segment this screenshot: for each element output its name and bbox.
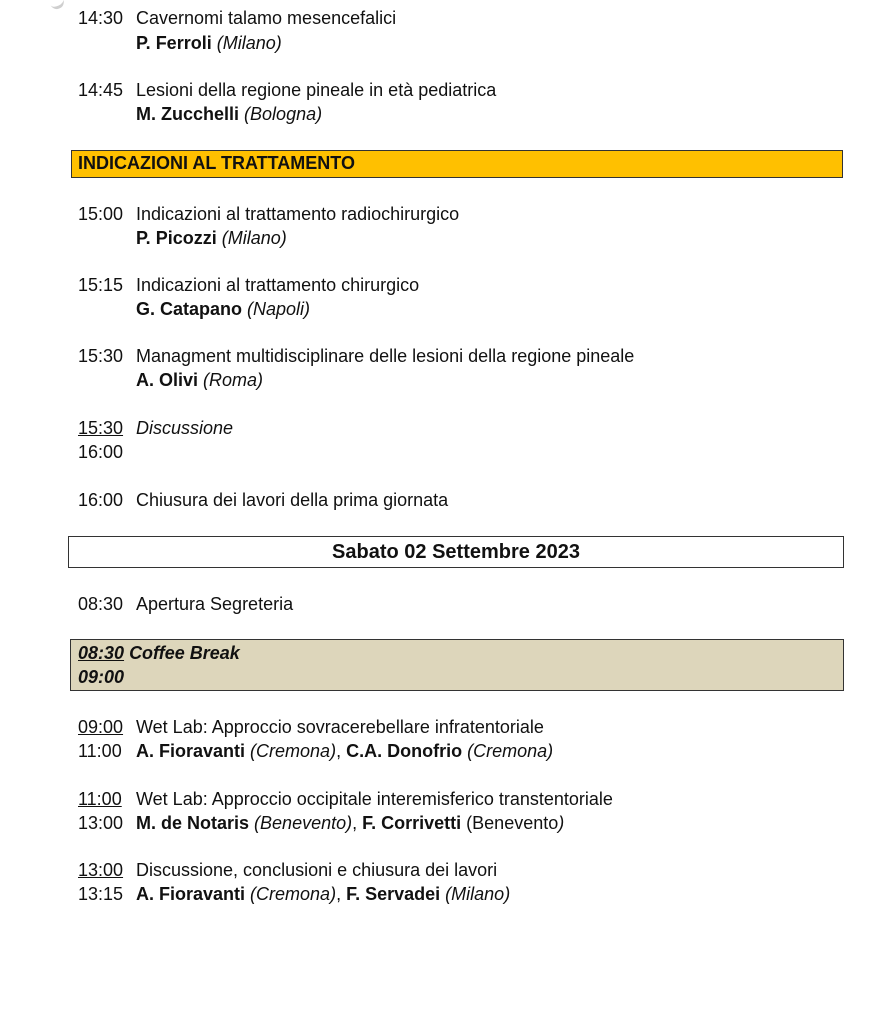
speaker-city: (Roma) bbox=[203, 370, 264, 390]
speaker-line bbox=[136, 370, 263, 391]
speaker-name: A. Fioravanti bbox=[136, 741, 246, 761]
time-start: 09:00 bbox=[78, 717, 124, 737]
talk-title: Discussione bbox=[136, 418, 234, 438]
time: 08:30 bbox=[78, 594, 124, 614]
speaker-city: (Napoli) bbox=[247, 299, 311, 319]
speaker-line bbox=[136, 104, 322, 125]
speaker-city: (Bologna) bbox=[244, 104, 323, 124]
speaker-city: (Benevento) bbox=[254, 813, 353, 833]
speaker-name: P. Picozzi bbox=[136, 228, 217, 248]
time: 14:30 bbox=[78, 8, 124, 28]
speaker-name: F. Corrivetti bbox=[362, 813, 462, 833]
talk-title: Indicazioni al trattamento chirurgico bbox=[136, 275, 420, 295]
talk-title: Cavernomi talamo mesencefalici bbox=[136, 8, 397, 28]
speaker-city: (Cremona) bbox=[250, 741, 337, 761]
corner-mark bbox=[48, 0, 66, 11]
speaker-city: (Cremona) bbox=[250, 884, 337, 904]
time: 15:30 bbox=[78, 346, 124, 366]
speaker-name: M. de Notaris bbox=[136, 813, 250, 833]
talk-title: Chiusura dei lavori della prima giornata bbox=[136, 490, 449, 510]
speaker-name: P. Ferroli bbox=[136, 33, 212, 53]
time-end: 13:00 bbox=[78, 813, 124, 833]
time-start: 13:00 bbox=[78, 860, 124, 880]
time-start: 15:30 bbox=[78, 418, 124, 438]
speaker-name: A. Olivi bbox=[136, 370, 199, 390]
talk-title: Discussione, conclusioni e chiusura dei lavori bbox=[136, 860, 498, 880]
city-paren: ) bbox=[558, 813, 565, 833]
speaker-city: (Benevento bbox=[466, 813, 559, 833]
speaker-name: A. Fioravanti bbox=[136, 884, 246, 904]
time-end: 13:15 bbox=[78, 884, 124, 904]
section-title: INDICAZIONI AL TRATTAMENTO bbox=[78, 153, 355, 173]
coffee-line bbox=[78, 643, 240, 664]
speaker-city: (Milano) bbox=[221, 228, 287, 248]
speaker-name: F. Servadei bbox=[346, 884, 441, 904]
time: 15:15 bbox=[78, 275, 124, 295]
talk-title: Indicazioni al trattamento radiochirurgico bbox=[136, 204, 460, 224]
time: 15:00 bbox=[78, 204, 124, 224]
speaker-line: M. de Notaris (Benevento), F. Corrivetti (Benevento) bbox=[136, 813, 565, 833]
talk-title: Managment multidisciplinare delle lesioni della regione pineale bbox=[136, 346, 635, 366]
talk-title: Lesioni della regione pineale in età pediatrica bbox=[136, 80, 497, 100]
talk-title: Apertura Segreteria bbox=[136, 594, 294, 614]
coffee-title: Coffee Break bbox=[129, 643, 240, 663]
speaker-name: G. Catapano bbox=[136, 299, 243, 319]
talk-title: Wet Lab: Approccio sovracerebellare infratentoriale bbox=[136, 717, 544, 737]
talk-title: Wet Lab: Approccio occipitale interemisferico transtentoriale bbox=[136, 789, 613, 809]
speaker-line: A. Fioravanti (Cremona), C.A. Donofrio (Cremona) bbox=[136, 741, 554, 761]
speaker-line bbox=[136, 33, 282, 54]
time-start: 08:30 bbox=[78, 643, 125, 663]
speaker-city: (Cremona) bbox=[467, 741, 554, 761]
time-end: 16:00 bbox=[78, 442, 124, 462]
day-header bbox=[68, 536, 844, 568]
speaker-name: M. Zucchelli bbox=[136, 104, 240, 124]
time-end: 09:00 bbox=[78, 667, 125, 687]
speaker-line: A. Fioravanti (Cremona), F. Servadei (Milano) bbox=[136, 884, 511, 904]
time-start: 11:00 bbox=[78, 789, 122, 809]
speaker-line bbox=[136, 228, 287, 249]
speaker-name: C.A. Donofrio bbox=[346, 741, 463, 761]
coffee-break-box bbox=[70, 639, 844, 691]
speaker-city: (Milano) bbox=[445, 884, 511, 904]
day-title: Sabato 02 Settembre 2023 bbox=[332, 541, 580, 563]
time: 16:00 bbox=[78, 490, 124, 510]
speaker-line bbox=[136, 299, 310, 320]
time: 14:45 bbox=[78, 80, 124, 100]
speaker-city: (Milano) bbox=[216, 33, 282, 53]
time-end: 11:00 bbox=[78, 741, 122, 761]
section-header-treatment bbox=[71, 150, 843, 178]
